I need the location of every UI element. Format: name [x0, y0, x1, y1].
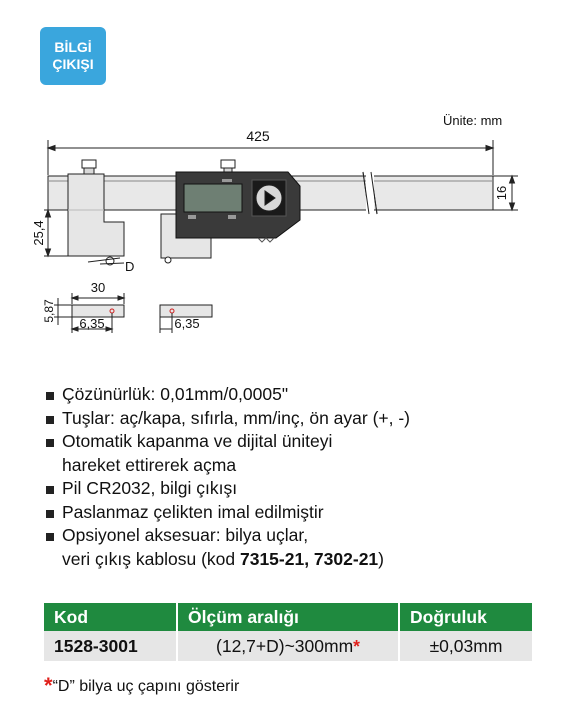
dim-jaw-label: 25,4 [31, 220, 46, 246]
spec-table [44, 603, 532, 661]
cell-code: 1528-3001 [44, 631, 177, 661]
feature-item: Opsiyonel aksesuar: bilya uçlar, veri çıkış kablosu (kod 7315-21, 7302-21) [46, 524, 546, 571]
header-range: Ölçüm aralığı [177, 603, 399, 631]
dim-length-label: 425 [246, 128, 270, 144]
bullet-square-icon [46, 486, 54, 494]
table-header-row [44, 603, 532, 631]
bullet-square-icon [46, 533, 54, 541]
accessory-codes: 7315-21, 7302-21 [239, 548, 379, 569]
dim-tip-width-label: 30 [90, 280, 106, 295]
dim-height-label: 16 [494, 185, 509, 201]
feature-item: Paslanmaz çelikten imal edilmiştir [46, 501, 546, 525]
feature-item: Otomatik kapanma ve dijital üniteyi hareket ettirerek açma [46, 430, 546, 477]
bullet-square-icon [46, 416, 54, 424]
feature-item: Pil CR2032, bilgi çıkışı [46, 477, 546, 501]
dim-tip-offset-1-label: 6,35 [79, 316, 105, 331]
dim-tip-offset-2-label: 6,35 [174, 316, 200, 331]
unit-label: Ünite: mm [443, 113, 503, 128]
header-accuracy: Doğruluk [399, 603, 532, 631]
cell-accuracy: ±0,03mm [399, 631, 532, 661]
badge-line-1: BİLGİ [54, 39, 92, 55]
feature-list [46, 383, 546, 571]
feature-item: Tuşlar: aç/kapa, sıfırla, mm/inç, ön ayar (+, -) [46, 407, 546, 431]
footnote [44, 673, 239, 699]
dim-tip-height-label: 5,87 [42, 299, 56, 323]
feature-item: Çözünürlük: 0,01mm/0,0005" [46, 383, 546, 407]
footnote-text: “D” bilya uç çapını gösterir [52, 678, 240, 695]
header-code: Kod [44, 603, 177, 631]
bullet-square-icon [46, 510, 54, 518]
table-row [44, 631, 532, 661]
asterisk-mark: * [353, 635, 360, 656]
dim-d-label: D [125, 259, 135, 274]
footnote-asterisk: * [44, 673, 53, 698]
badge-line-2: ÇIKIŞI [52, 56, 94, 72]
cell-range: (12,7+D)~300mm* [177, 631, 399, 661]
bullet-square-icon [46, 439, 54, 447]
bullet-square-icon [46, 392, 54, 400]
